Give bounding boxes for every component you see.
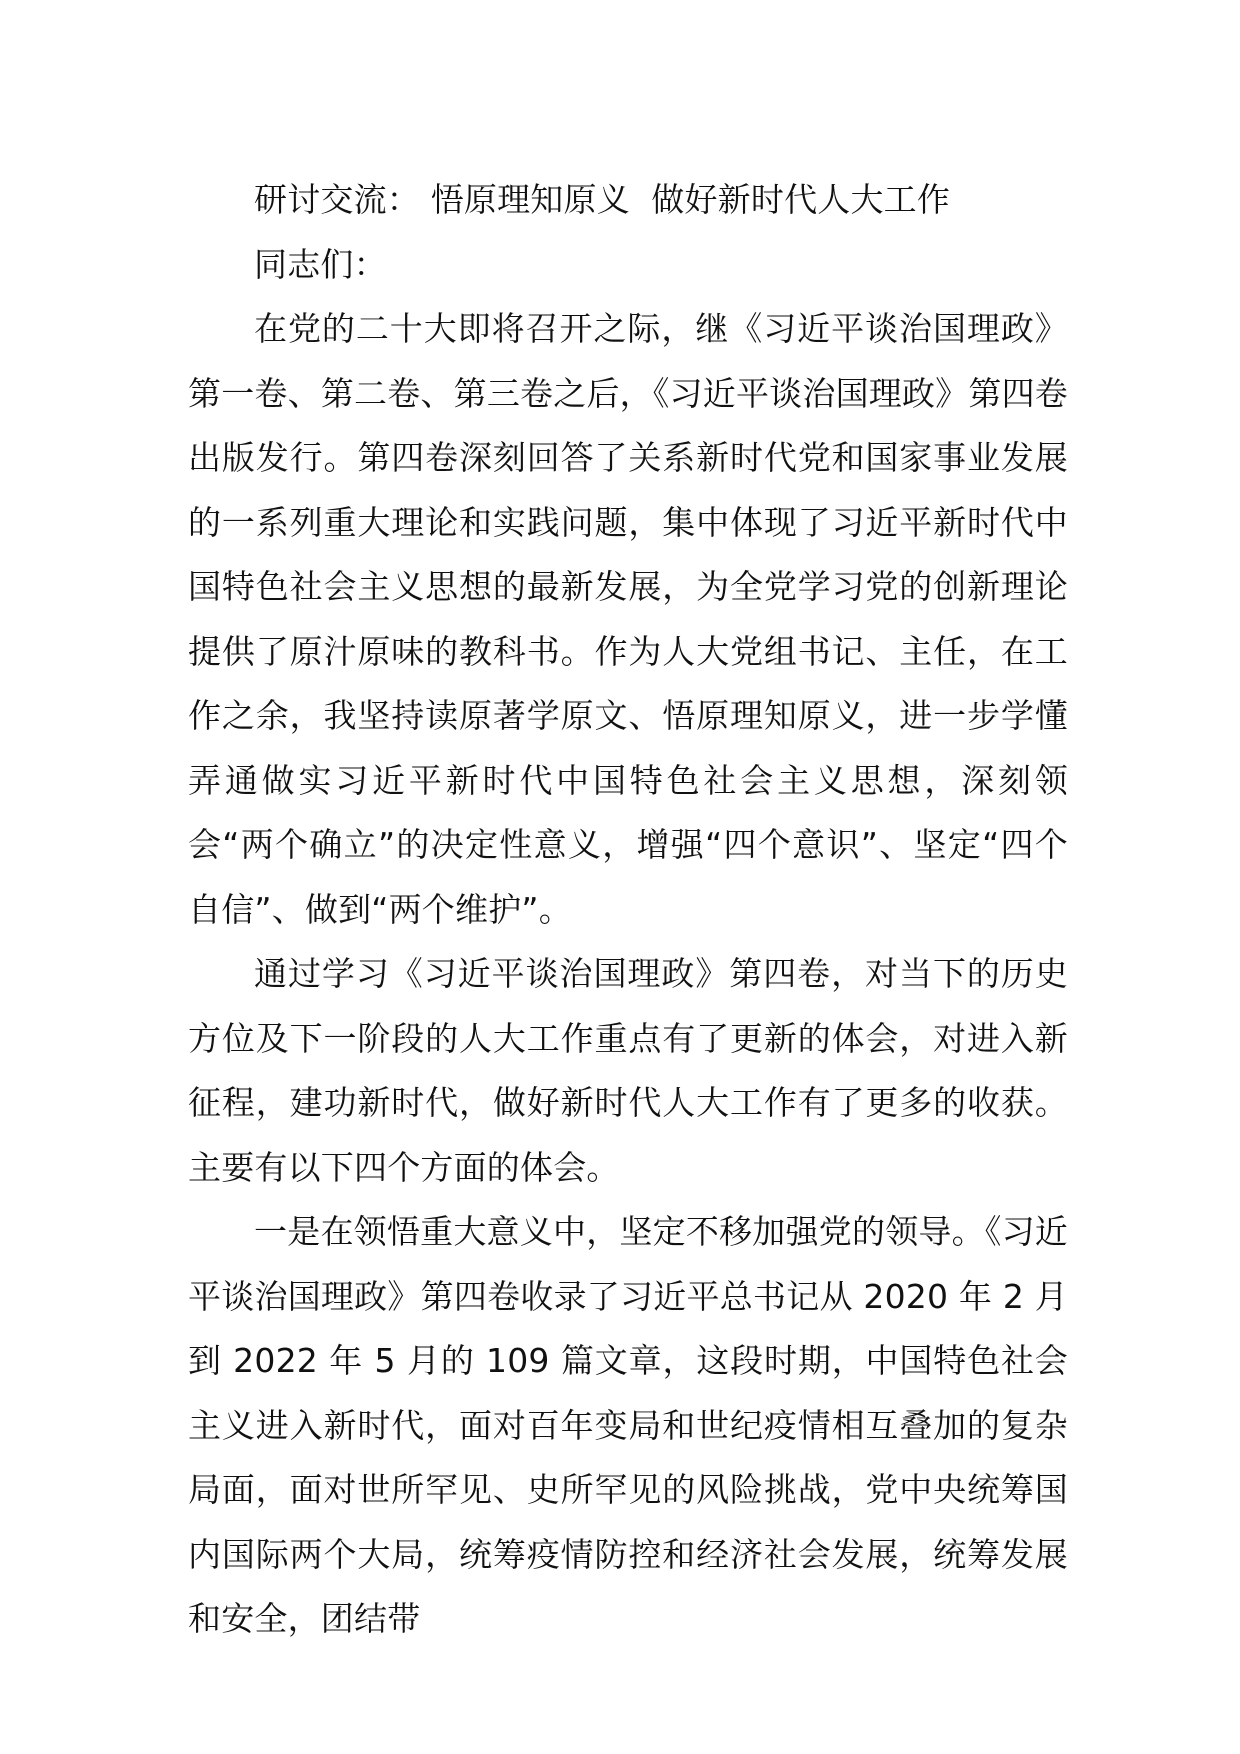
- document-body: [188, 168, 1068, 1652]
- document-title: 研讨交流： 悟原理知原义 做好新时代人大工作: [254, 180, 951, 219]
- body-paragraph-2: 通过学习《习近平谈治国理政》第四卷，对当下的历史方位及下一阶段的人大工作重点有了更新的体会，对进入新征程，建功新时代，做好新时代人大工作有了更多的收获。主要有以下四个方面的体会。: [188, 954, 1068, 1187]
- body-paragraph-1: 在党的二十大即将召开之际，继《习近平谈治国理政》第一卷、第二卷、第三卷之后，《习近平谈治国理政》第四卷出版发行。第四卷深刻回答了关系新时代党和国家事业发展的一系列重大理论和实践问题，集中体现了习近平新时代中国特色社会主义思想的最新发展，为全党学习党的创新理论提供了原汁原味的教科书。作为人大党组书记、主任，在工作之余，我坚持读原著学原文、悟原理知原义，进一步学懂弄通做实习近平新时代中国特色社会主义思想，深刻领会“两个确立”的决定性意义，增强“四个意识”、坚定“四个自信”、做到“两个维护”。: [188, 309, 1068, 929]
- salutation: 同志们：: [254, 244, 387, 284]
- body-paragraph-3: 一是在领悟重大意义中，坚定不移加强党的领导。《习近平谈治国理政》第四卷收录了习近平总书记从 2020 年 2 月到 2022 年 5 月的 109 篇文章，这段时期，中国特色社会主义进入新时代，面对百年变局和世纪疫情相互叠加的复杂局面，面对世所罕见、史所罕见的风险挑战，党中央统筹国内国际两个大局，统筹疫情防控和经济社会发展，统筹发展和安全，团结带: [188, 1212, 1068, 1638]
